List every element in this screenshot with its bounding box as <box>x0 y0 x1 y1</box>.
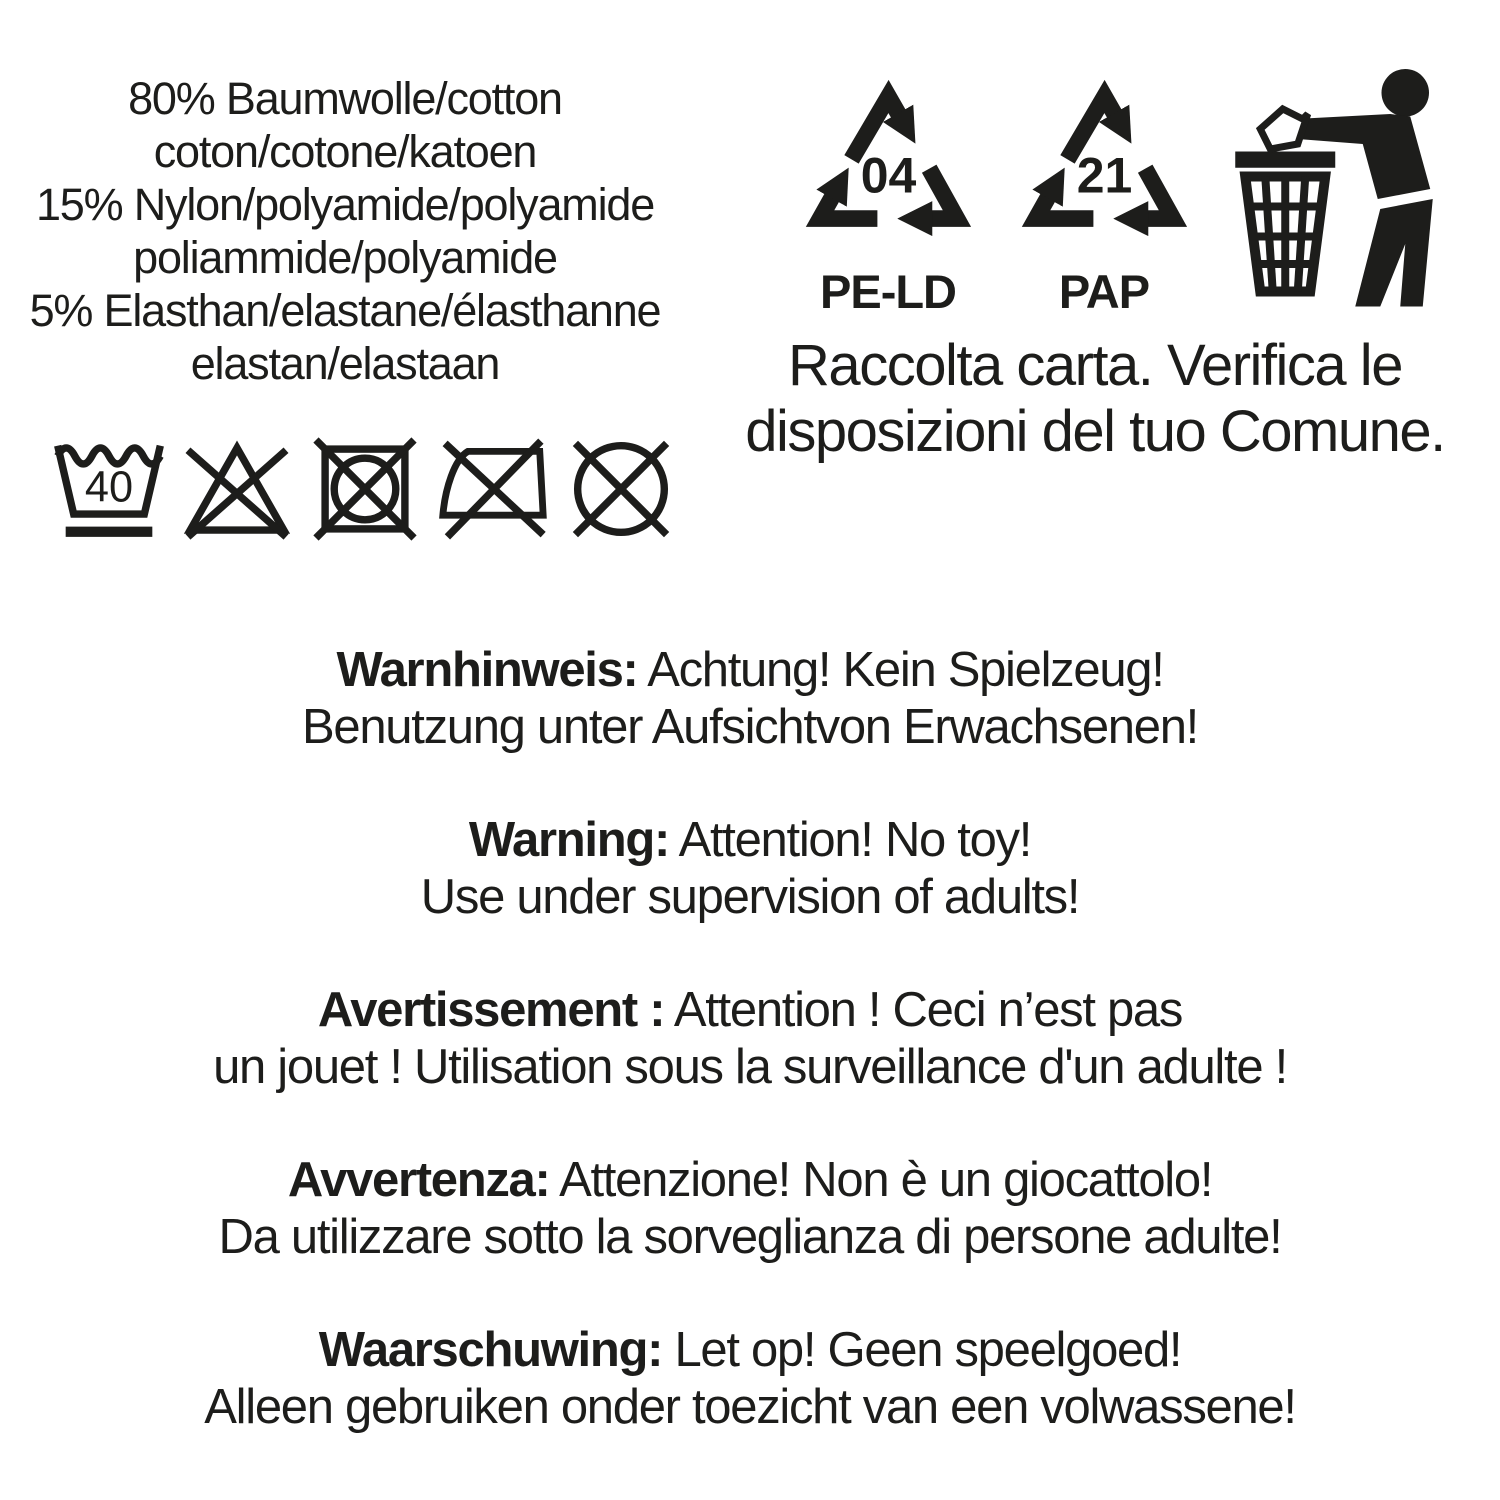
composition-line: poliammide/polyamide <box>133 232 557 283</box>
paper-recycling-note-line2: disposizioni del tuo Comune. <box>745 399 1445 464</box>
composition-column <box>0 72 690 546</box>
svg-text:40: 40 <box>84 463 134 512</box>
warning-de-line2: Benutzung unter Aufsichtvon Erwachsenen! <box>302 700 1198 754</box>
svg-text:21: 21 <box>1076 147 1132 204</box>
recycling-symbols-row <box>793 78 1500 319</box>
warning-fr-label: Avertissement : <box>317 983 665 1037</box>
composition-line: 80% Baumwolle/cotton <box>128 73 562 124</box>
composition-line: 5% Elasthan/elastane/élasthanne <box>29 285 661 336</box>
recycling-loop-21-icon <box>1012 78 1197 263</box>
top-section <box>0 0 1500 546</box>
recycling-code-21 <box>1009 78 1199 319</box>
recycling-loop-04-icon <box>796 78 981 263</box>
warning-nl-line2: Alleen gebruiken onder toezicht van een volwassene! <box>204 1380 1296 1434</box>
recycling-code-21-label: PAP <box>1058 265 1150 318</box>
warning-block-de <box>0 642 1500 756</box>
warning-block-en <box>0 812 1500 926</box>
tidy-man-icon <box>1229 64 1494 314</box>
warning-en-label: Warning: <box>468 813 669 867</box>
composition-line: 15% Nylon/polyamide/polyamide <box>35 179 655 230</box>
do-not-tumble-dry-icon <box>308 432 422 546</box>
wash-40-icon <box>52 432 166 546</box>
composition-line: elastan/elastaan <box>190 338 500 389</box>
paper-recycling-note-line1: Raccolta carta. Verifica le <box>788 333 1402 398</box>
warning-it-line2: Da utilizzare sotto la sorveglianza di persone adulte! <box>218 1210 1282 1264</box>
warning-block-it <box>0 1152 1500 1266</box>
recycling-code-04 <box>793 78 983 319</box>
tidy-man <box>1229 64 1494 319</box>
warning-de-label: Warnhinweis: <box>336 643 638 697</box>
do-not-bleach-icon <box>180 432 294 546</box>
warnings-section <box>0 642 1500 1436</box>
do-not-iron-icon <box>436 432 550 546</box>
recycling-code-04-label: PE-LD <box>820 265 956 318</box>
warning-block-fr <box>0 982 1500 1096</box>
warning-it-line1: Avvertenza: Attenzione! Non è un giocattolo! <box>287 1153 1213 1207</box>
paper-recycling-note <box>690 333 1500 465</box>
fabric-composition <box>0 72 690 390</box>
warning-de-line1: Warnhinweis: Achtung! Kein Spielzeug! <box>336 643 1164 697</box>
warning-en-line2: Use under supervision of adults! <box>420 870 1080 924</box>
composition-line: coton/cotone/katoen <box>153 126 537 177</box>
warning-it-label: Avvertenza: <box>287 1153 550 1207</box>
recycling-column <box>690 72 1500 546</box>
svg-text:04: 04 <box>860 147 916 204</box>
warning-block-nl <box>0 1322 1500 1436</box>
warning-nl-label: Waarschuwing: <box>318 1323 663 1377</box>
care-symbols-row <box>52 432 690 546</box>
warning-fr-line1: Avertissement : Attention ! Ceci n’est pas <box>317 983 1183 1037</box>
do-not-dry-clean-icon <box>564 432 678 546</box>
warning-en-line1: Warning: Attention! No toy! <box>468 813 1032 867</box>
warning-nl-line1: Waarschuwing: Let op! Geen speelgoed! <box>318 1323 1182 1377</box>
warning-fr-line2: un jouet ! Utilisation sous la surveillance d'un adulte ! <box>213 1040 1287 1094</box>
